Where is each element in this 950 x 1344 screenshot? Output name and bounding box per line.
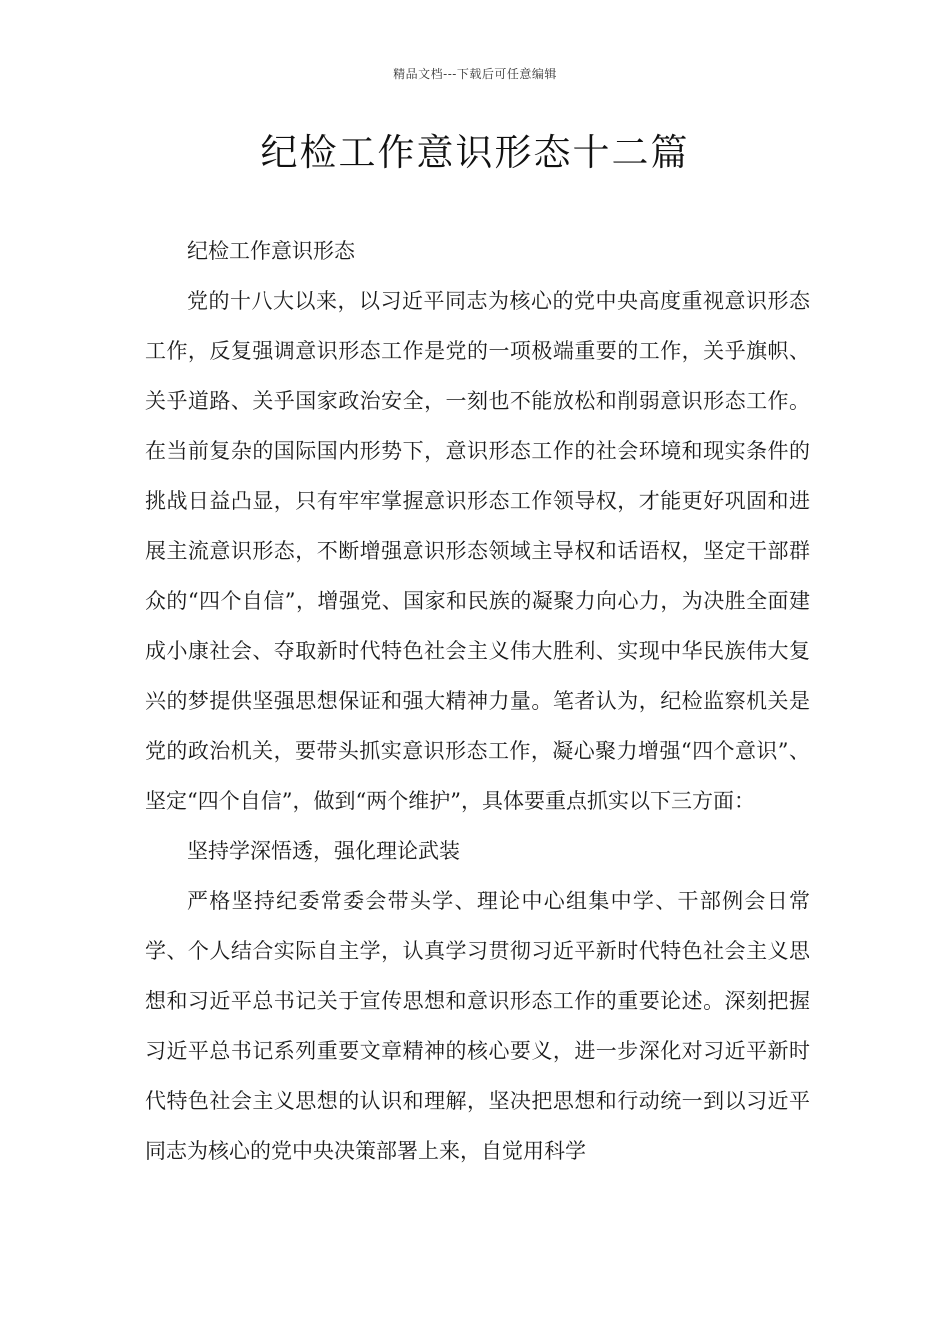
section-heading: 坚持学深悟透，强化理论武装 xyxy=(187,839,460,863)
section-heading: 纪检工作意识形态 xyxy=(187,239,355,263)
body-paragraph: 党的十八大以来，以习近平同志为核心的党中央高度重视意识形态工作，反复强调意识形态工作是党的一项极端重要的工作，关乎旗帜、关乎道路、关乎国家政治安全，一刻也不能放松和削弱意识形态工作。在当前复杂的国际国内形势下，意识形态工作的社会环境和现实条件的挑战日益凸显，只有牢牢掌握意识形态工作领导权，才能更好巩固和进展主流意识形态，不断增强意识形态领域主导权和话语权，坚定干部群众的“四个自信”，增强党、国家和民族的凝聚力向心力，为决胜全面建成小康社会、夺取新时代特色社会主义伟大胜利、实现中华民族伟大复兴的梦提供坚强思想保证和强大精神力量。笔者认为，纪检监察机关是党的政治机关，要带头抓实意识形态工作，凝心聚力增强“四个意识”、坚定“四个自信”，做到“两个维护”，具体要重点抓实以下三方面： xyxy=(145,289,810,813)
document-title: 纪检工作意识形态十二篇 xyxy=(260,131,690,174)
document-body xyxy=(145,226,810,1176)
body-paragraph: 严格坚持纪委常委会带头学、理论中心组集中学、干部例会日常学、个人结合实际自主学，认真学习贯彻习近平新时代特色社会主义思想和习近平总书记关于宣传思想和意识形态工作的重要论述。深刻把握习近平总书记系列重要文章精神的核心要义，进一步深化对习近平新时代特色社会主义思想的认识和理解，坚决把思想和行动统一到以习近平同志为核心的党中央决策部署上来，自觉用科学 xyxy=(145,889,810,1163)
header-note: 精品文档---下载后可任意编辑 xyxy=(393,67,557,81)
